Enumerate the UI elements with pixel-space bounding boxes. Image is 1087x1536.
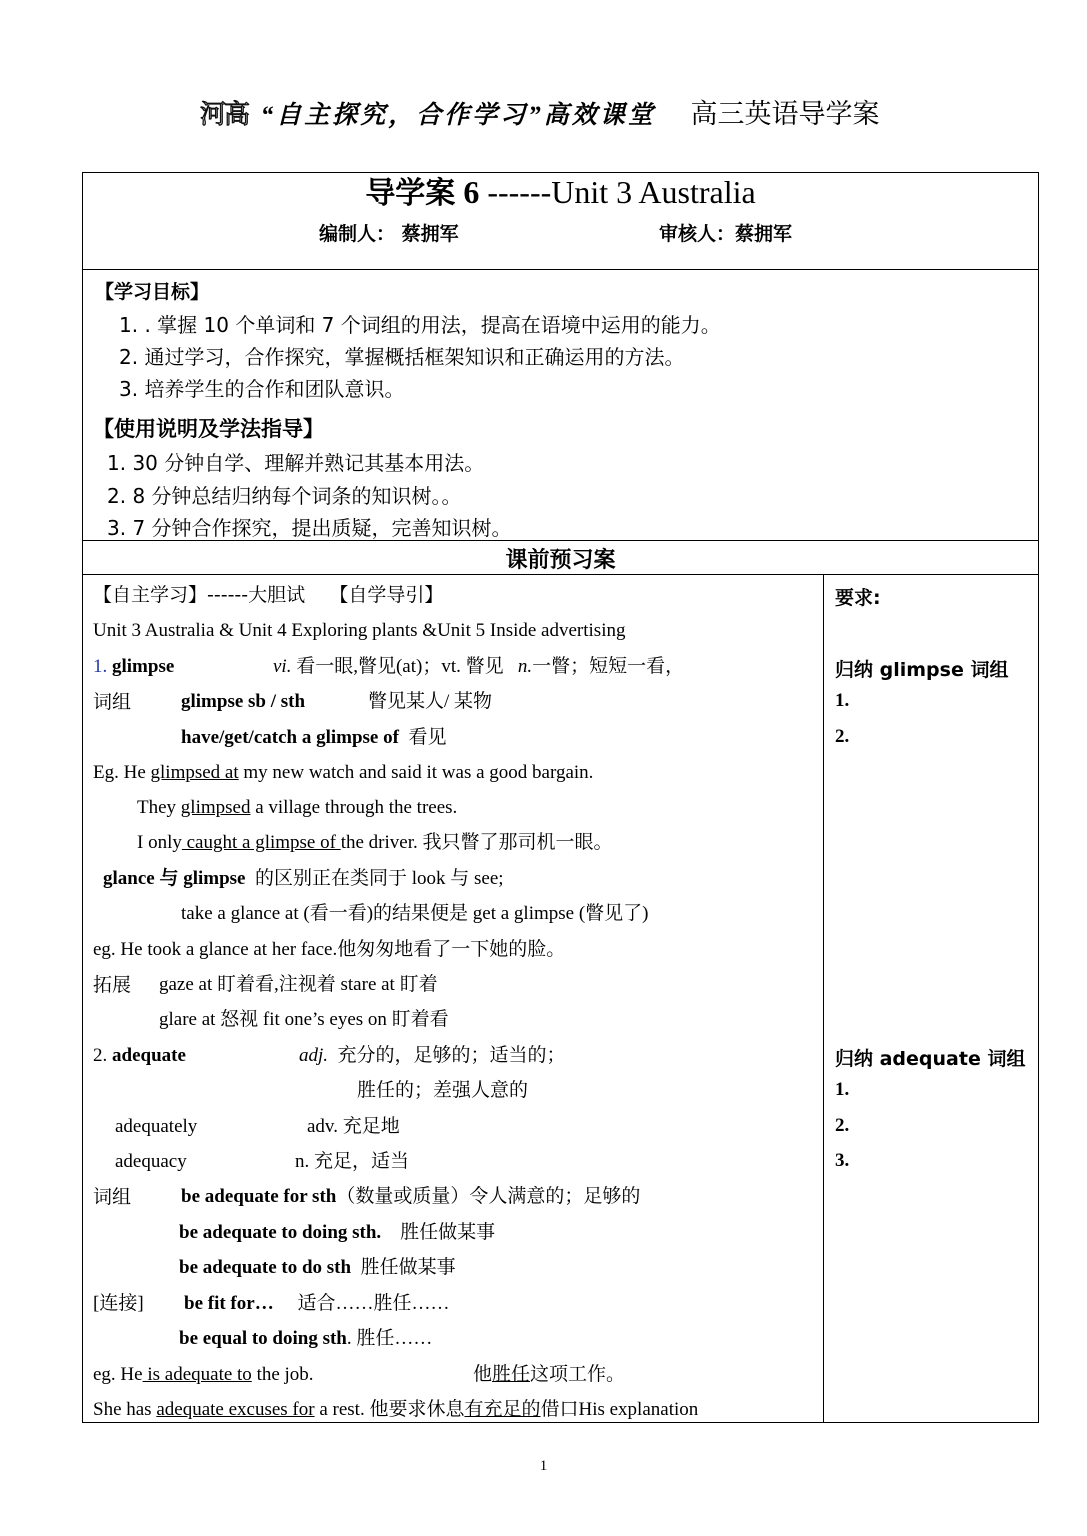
guide-item: 1. 30 分钟自学、理解并熟记其基本用法。 — [107, 451, 485, 475]
example-sentence: They glimpsed a village through the trees. — [137, 797, 458, 818]
phrase: be fit for… 适合……胜任…… — [184, 1293, 450, 1314]
example-sentence: eg. He is adequate to the job. — [93, 1364, 314, 1385]
summary-item: 1. — [835, 690, 850, 711]
guide-heading: 【使用说明及学法指导】 — [93, 417, 324, 441]
school-logo: 河高 — [200, 100, 249, 130]
comparison-note: glance 与 glimpse 的区别正在类同于 look 与 see; — [103, 868, 504, 889]
phrase: be adequate for sth（数量或质量）令人满意的；足够的 — [181, 1186, 641, 1207]
page-header — [200, 92, 960, 132]
units-line: Unit 3 Australia & Unit 4 Exploring plants &Unit 5 Inside advertising — [93, 620, 626, 641]
example-translation: 他胜任这项工作。 — [473, 1364, 626, 1385]
header-subtitle: 高三英语导学案 — [690, 99, 880, 130]
extension-label: 拓展 — [93, 974, 132, 996]
page-number: 1 — [539, 1458, 548, 1474]
summary-glimpse: 归纳 glimpse 词组 — [835, 659, 1009, 681]
example-sentence: eg. He took a glance at her face.他匆匆地看了一下她的脸。 — [93, 939, 566, 960]
word-glimpse: 1. glimpse — [93, 656, 175, 677]
phrase-label: 词组 — [93, 691, 132, 713]
guide-item: 2. 8 分钟总结归纳每个词条的知识树。。 — [107, 484, 462, 508]
title-number: 6 — [463, 174, 480, 210]
glimpse-definition: vi. 看一眼,瞥见(at)；vt. 瞥见 n.一瞥；短短一看， — [273, 656, 685, 677]
phrase: be equal to doing sth. 胜任…… — [179, 1328, 433, 1349]
header-slogan: “自主探究，合作学习”高效课堂 — [260, 102, 656, 129]
goal-item: 1. . 掌握 10 个单词和 7 个词组的用法，提高在语境中运用的能力。 — [119, 313, 721, 337]
guide-item: 3. 7 分钟合作探究，提出质疑，完善知识树。 — [107, 516, 512, 540]
summary-item: 2. — [835, 726, 850, 747]
derivative-word: adequately — [115, 1116, 198, 1137]
goal-item: 3. 培养学生的合作和团队意识。 — [119, 377, 405, 401]
reviewer-label: 审核人：蔡拥军 — [659, 223, 793, 245]
self-study-label: 【自主学习】------大胆试 【自学导引】 — [93, 584, 444, 606]
derivative-word: adequacy — [115, 1151, 187, 1172]
summary-item: 2. — [835, 1115, 850, 1136]
example-sentence: Eg. He glimpsed at my new watch and said it was a good bargain. — [93, 762, 594, 783]
derivative-definition: adv. 充足地 — [307, 1116, 400, 1137]
adequate-definition: 胜任的；差强人意的 — [357, 1080, 529, 1101]
goal-item: 2. 通过学习，合作探究，掌握概括框架知识和正确运用的方法。 — [119, 345, 685, 369]
goals-heading: 【学习目标】 — [95, 281, 210, 303]
phrase: be adequate to do sth 胜任做某事 — [179, 1257, 456, 1278]
phrase-label: 词组 — [93, 1186, 132, 1208]
title-unit: ------Unit 3 Australia — [487, 174, 756, 210]
worksheet-table — [82, 172, 1039, 1423]
example-sentence: I only caught a glimpse of the driver. 我只瞥了那司机一眼。 — [137, 832, 613, 853]
summary-item: 1. — [835, 1079, 850, 1100]
summary-item: 3. — [835, 1150, 850, 1171]
word-adequate: 2. adequate — [93, 1045, 186, 1066]
phrase: glimpse sb / sth — [181, 691, 306, 712]
section-title: 课前预习案 — [505, 548, 616, 573]
column-divider — [823, 574, 824, 1422]
divider — [83, 269, 1038, 270]
worksheet-title — [83, 173, 1038, 213]
example-sentence: She has adequate excuses for a rest. 他要求休息有充足的借口His explanation — [93, 1399, 699, 1420]
phrase: be adequate to doing sth. 胜任做某事 — [179, 1222, 496, 1243]
divider — [83, 540, 1038, 541]
phrase: have/get/catch a glimpse of 看见 — [181, 727, 447, 748]
editor-label: 编制人： 蔡拥军 — [319, 223, 459, 245]
summary-adequate: 归纳 adequate 词组 — [835, 1048, 1026, 1070]
comparison-note: take a glance at (看一看)的结果便是 get a glimpse (瞥见了) — [181, 903, 649, 924]
adequate-definition: adj. 充分的，足够的；适当的； — [299, 1045, 566, 1066]
requirements-label: 要求: — [835, 587, 881, 609]
extension-item: glare at 怒视 fit one’s eyes on 盯着看 — [159, 1009, 449, 1030]
title-cn: 导学案 — [365, 176, 456, 211]
extension-item: gaze at 盯着看,注视着 stare at 盯着 — [159, 974, 438, 995]
divider — [83, 574, 1038, 575]
phrase-definition: 瞥见某人/ 某物 — [368, 691, 493, 712]
derivative-definition: n. 充足，适当 — [295, 1151, 410, 1172]
link-label: [连接] — [93, 1293, 144, 1314]
